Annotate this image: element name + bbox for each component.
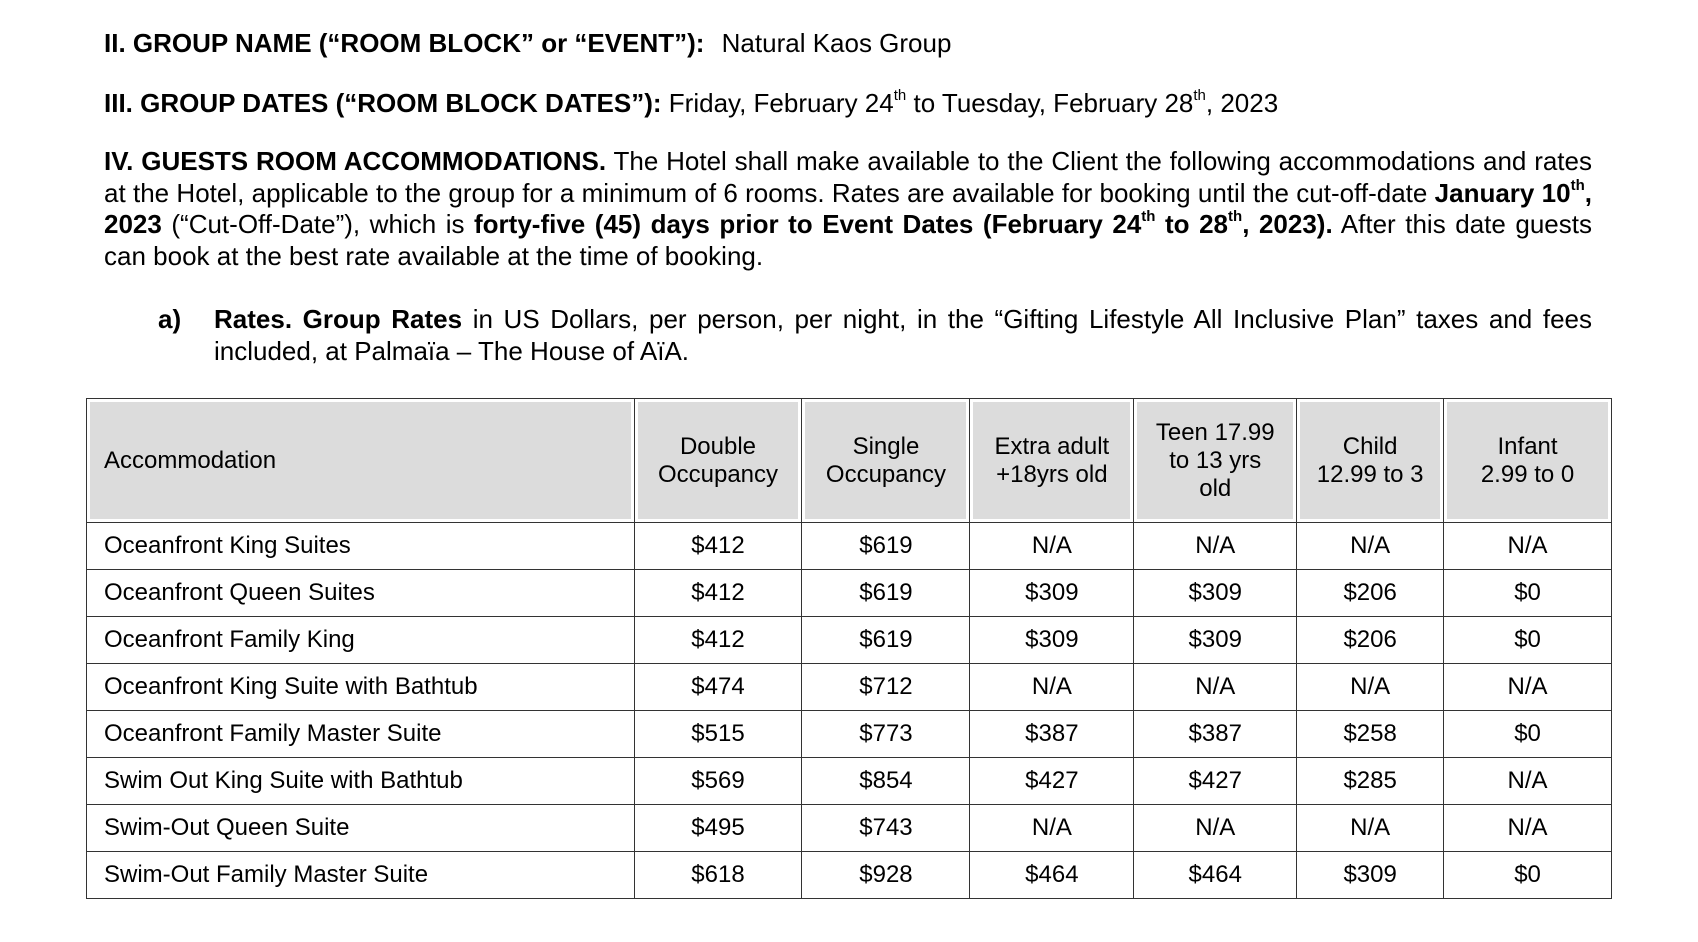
- infant-rate: $0: [1444, 617, 1612, 664]
- extra-adult-rate: N/A: [970, 523, 1134, 570]
- rates-heading: Rates. Group Rates: [214, 304, 463, 334]
- extra-adult-rate: N/A: [970, 664, 1134, 711]
- rates-table: [86, 398, 1612, 899]
- header-line: Extra adult: [994, 432, 1110, 460]
- group-name-line: [104, 28, 951, 58]
- room-name: Oceanfront Family King: [87, 617, 635, 664]
- teen-rate: $309: [1134, 570, 1297, 617]
- table-row: [87, 664, 1612, 711]
- event-dates-phrase: [474, 209, 1333, 239]
- table-row: [87, 617, 1612, 664]
- table-row: [87, 523, 1612, 570]
- header-line: Occupancy: [657, 460, 779, 488]
- teen-rate: $387: [1134, 711, 1297, 758]
- infant-rate: N/A: [1444, 523, 1612, 570]
- double-rate: $474: [634, 664, 802, 711]
- double-rate: $495: [634, 805, 802, 852]
- room-name: Swim Out King Suite with Bathtub: [87, 758, 635, 805]
- header-line: Teen 17.99: [1155, 418, 1275, 446]
- single-rate: $619: [802, 523, 970, 570]
- group-dates-sup-1: th: [893, 87, 907, 104]
- room-name: Oceanfront King Suites: [87, 523, 635, 570]
- single-rate: $928: [802, 852, 970, 899]
- header-line: Occupancy: [825, 460, 946, 488]
- infant-rate: $0: [1444, 570, 1612, 617]
- header-line: 12.99 to 3: [1316, 460, 1424, 488]
- table-row: [87, 805, 1612, 852]
- child-rate: N/A: [1297, 664, 1444, 711]
- infant-rate: N/A: [1444, 758, 1612, 805]
- double-rate: $515: [634, 711, 802, 758]
- group-dates-label: III. GROUP DATES (“ROOM BLOCK DATES”):: [104, 88, 662, 118]
- teen-rate: N/A: [1134, 664, 1297, 711]
- child-rate: N/A: [1297, 805, 1444, 852]
- header-teen: [1134, 399, 1297, 523]
- teen-rate: N/A: [1134, 805, 1297, 852]
- accommodations-text-2: (“Cut-Off-Date”), which is: [161, 209, 475, 239]
- extra-adult-rate: $427: [970, 758, 1134, 805]
- cutoff-date-day: January 10: [1434, 177, 1571, 208]
- header-single-occupancy: [802, 399, 970, 523]
- group-name-label: II. GROUP NAME (“ROOM BLOCK” or “EVENT”):: [104, 28, 705, 58]
- group-dates-sup-2: th: [1193, 87, 1206, 104]
- group-dates-line: [104, 88, 1278, 118]
- event-dates-sup-2: th: [1228, 208, 1243, 225]
- header-line: old: [1199, 474, 1232, 502]
- event-dates-mid: to 28: [1155, 209, 1229, 239]
- header-double-occupancy: [634, 399, 802, 523]
- accommodations-label: IV. GUESTS ROOM ACCOMMODATIONS.: [104, 146, 607, 176]
- table-row: [87, 852, 1612, 899]
- header-extra-adult: [970, 399, 1134, 523]
- room-name: Oceanfront King Suite with Bathtub: [87, 664, 635, 711]
- room-name: Oceanfront Family Master Suite: [87, 711, 635, 758]
- header-line: Infant: [1497, 432, 1558, 460]
- room-name: Swim-Out Queen Suite: [87, 805, 635, 852]
- room-name: Oceanfront Queen Suites: [87, 570, 635, 617]
- table-row: [87, 711, 1612, 758]
- teen-rate: $427: [1134, 758, 1297, 805]
- double-rate: $618: [634, 852, 802, 899]
- extra-adult-rate: $464: [970, 852, 1134, 899]
- single-rate: $619: [802, 617, 970, 664]
- cutoff-date-year: , 2023: [104, 177, 1592, 239]
- double-rate: $412: [634, 570, 802, 617]
- table-header-row: [87, 399, 1612, 523]
- rates-description: [214, 304, 1592, 367]
- header-line: Double: [679, 432, 757, 460]
- rates-text: in US Dollars, per person, per night, in the “Gifting Lifestyle All Inclusive Plan” taxes and fees included, at Palmaïa – The House of AïA.: [214, 304, 1593, 366]
- extra-adult-rate: $309: [970, 570, 1134, 617]
- group-dates-start: Friday, February 24: [661, 88, 894, 118]
- teen-rate: N/A: [1134, 523, 1297, 570]
- accommodations-text-3: After this date guests can book at the best rate available at the time of booking.: [104, 209, 1592, 271]
- infant-rate: N/A: [1444, 805, 1612, 852]
- cutoff-date-sup: th: [1570, 176, 1585, 194]
- teen-rate: $309: [1134, 617, 1297, 664]
- group-dates-end: , 2023: [1205, 88, 1279, 118]
- rates-subsection: [158, 304, 1592, 367]
- child-rate: $285: [1297, 758, 1444, 805]
- event-dates-start: forty-five (45) days prior to Event Dates (February 24: [474, 209, 1142, 239]
- event-dates-end: , 2023).: [1242, 209, 1333, 239]
- child-rate: $206: [1297, 617, 1444, 664]
- single-rate: $743: [802, 805, 970, 852]
- infant-rate: $0: [1444, 711, 1612, 758]
- double-rate: $412: [634, 523, 802, 570]
- header-line: to 13 yrs: [1169, 446, 1262, 474]
- double-rate: $569: [634, 758, 802, 805]
- table-row: [87, 570, 1612, 617]
- rates-marker: a): [158, 304, 182, 334]
- extra-adult-rate: N/A: [970, 805, 1134, 852]
- single-rate: $854: [802, 758, 970, 805]
- accommodations-text-1: The Hotel shall make available to the Client the following accommodations and rates at the Hotel, applicable to the group for a minimum of 6 rooms. Rates are available for booking until the cut-off-date: [104, 146, 1592, 208]
- teen-rate: $464: [1134, 852, 1297, 899]
- table-row: [87, 758, 1612, 805]
- child-rate: $206: [1297, 570, 1444, 617]
- header-line: 2.99 to 0: [1480, 460, 1575, 488]
- header-line: Accommodation: [104, 446, 277, 474]
- event-dates-sup-1: th: [1141, 208, 1156, 225]
- header-line: Single: [852, 432, 920, 460]
- single-rate: $773: [802, 711, 970, 758]
- room-name: Swim-Out Family Master Suite: [87, 852, 635, 899]
- header-line: Child: [1342, 432, 1398, 460]
- header-infant: [1444, 399, 1612, 523]
- double-rate: $412: [634, 617, 802, 664]
- header-child: [1297, 399, 1444, 523]
- header-line: +18yrs old: [996, 460, 1108, 488]
- group-name-value: Natural Kaos Group: [721, 28, 952, 58]
- infant-rate: $0: [1444, 852, 1612, 899]
- group-dates-mid: to Tuesday, February 28: [906, 88, 1194, 118]
- child-rate: $309: [1297, 852, 1444, 899]
- guest-accommodations-paragraph: [104, 146, 1592, 272]
- extra-adult-rate: $387: [970, 711, 1134, 758]
- infant-rate: N/A: [1444, 664, 1612, 711]
- single-rate: $619: [802, 570, 970, 617]
- child-rate: $258: [1297, 711, 1444, 758]
- extra-adult-rate: $309: [970, 617, 1134, 664]
- single-rate: $712: [802, 664, 970, 711]
- header-accommodation: [87, 399, 635, 523]
- child-rate: N/A: [1297, 523, 1444, 570]
